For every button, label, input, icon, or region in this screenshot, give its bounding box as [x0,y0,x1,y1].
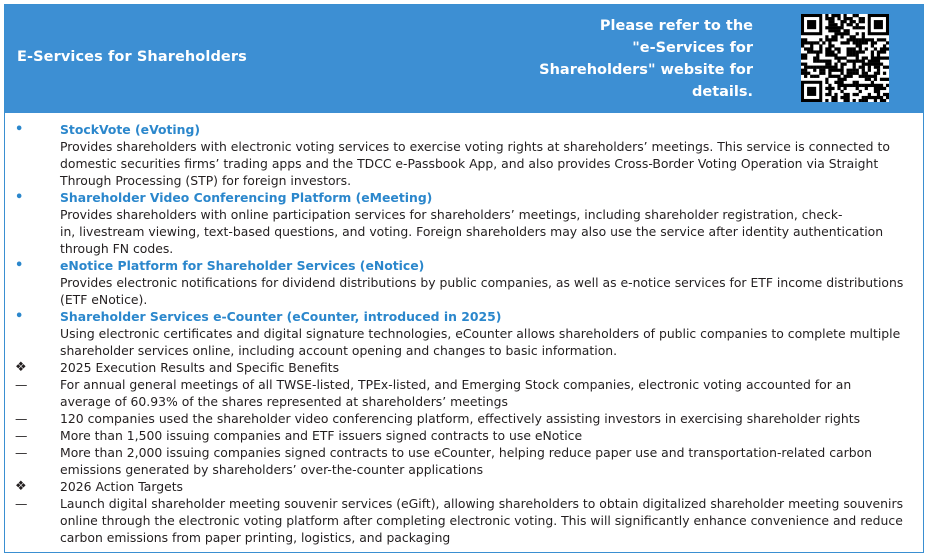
result-item [5,444,923,461]
panel-header [5,5,923,113]
service-description-line: Using electronic certificates and digital signature technologies, eCounter allows shareholders of public companies to complete multiple [60,326,901,341]
service-item [5,257,923,274]
result-line: emissions generated by shareholders’ over-the-counter applications [60,462,484,477]
website-note-line: details. [691,84,753,100]
service-description-line: shareholder services online, including account opening and changes to basic information. [60,343,618,358]
service-name: Shareholder Services e-Counter (eCounter, introduced in 2025) [60,309,502,324]
service-item [5,308,923,325]
website-note [523,15,753,103]
target-line: online through the electronic voting platform after completing electronic voting. This will significantly enhance convenience and reduce [60,513,903,528]
panel-title: E-Services for Shareholders [17,49,247,65]
service-description-line: Provides shareholders with electronic voting services to exercise voting rights at shareholders’ meetings. This service is connected to [60,139,890,154]
panel-body [5,121,923,546]
result-line: 120 companies used the shareholder video conferencing platform, effectively assisting investors in exercising shareholder rights [60,411,861,426]
dash-icon: — [15,411,28,426]
website-note-line: "e-Services for [632,40,753,56]
service-name: StockVote (eVoting) [60,122,201,137]
website-note-line: Shareholders" website for [539,62,753,78]
bullet-icon: • [15,122,24,137]
service-description-line: Provides shareholders with online participation services for shareholders’ meetings, including shareholder registration, check- [60,207,843,222]
website-note-line: Please refer to the [599,18,753,34]
service-item [5,121,923,138]
service-description-line: Through Processing (STP) for foreign investors. [60,173,352,188]
qr-code-icon[interactable] [801,14,889,102]
result-line: More than 2,000 issuing companies signed contracts to use eCounter, helping reduce paper use and transportation-related carbon [60,445,872,460]
service-description-line: (ETF eNotice). [60,292,148,307]
e-services-panel [4,4,924,553]
service-description-line: in, livestream viewing, text-based questions, and voting. Foreign shareholders may also use the service after identity authentication [60,224,884,239]
result-item [5,410,923,427]
target-line: carbon emissions from paper printing, logistics, and packaging [60,530,451,545]
service-item [5,189,923,206]
target-item [5,495,923,512]
result-line: For annual general meetings of all TWSE-listed, TPEx-listed, and Emerging Stock companies, electronic voting accounted for an [60,377,852,392]
dash-icon: — [15,445,28,460]
bullet-icon: • [15,190,24,205]
targets-heading: 2026 Action Targets [60,479,184,494]
dash-icon: — [15,428,28,443]
result-item [5,376,923,393]
bullet-icon: • [15,309,24,324]
service-name: Shareholder Video Conferencing Platform (eMeeting) [60,190,433,205]
results-heading: 2025 Execution Results and Specific Benefits [60,360,340,375]
diamond-bullet-icon: ❖ [15,479,27,494]
target-line: Launch digital shareholder meeting souvenir services (eGift), allowing shareholders to obtain digitalized shareholder meeting souvenirs [60,496,904,511]
result-line: More than 1,500 issuing companies and ETF issuers signed contracts to use eNotice [60,428,583,443]
results-heading-row [5,359,923,376]
result-line: average of 60.93% of the shares represented at shareholders’ meetings [60,394,508,409]
bullet-icon: • [15,258,24,273]
result-item [5,427,923,444]
service-description-line: Provides electronic notifications for dividend distributions by public companies, as well as e-notice services for ETF income distributions [60,275,904,290]
dash-icon: — [15,496,28,511]
service-description-line: through FN codes. [60,241,174,256]
diamond-bullet-icon: ❖ [15,360,27,375]
service-description-line: domestic securities firms’ trading apps and the TDCC e-Passbook App, and also provides Cross-Border Voting Operation via Straight [60,156,879,171]
targets-heading-row [5,478,923,495]
service-name: eNotice Platform for Shareholder Services (eNotice) [60,258,425,273]
dash-icon: — [15,377,28,392]
